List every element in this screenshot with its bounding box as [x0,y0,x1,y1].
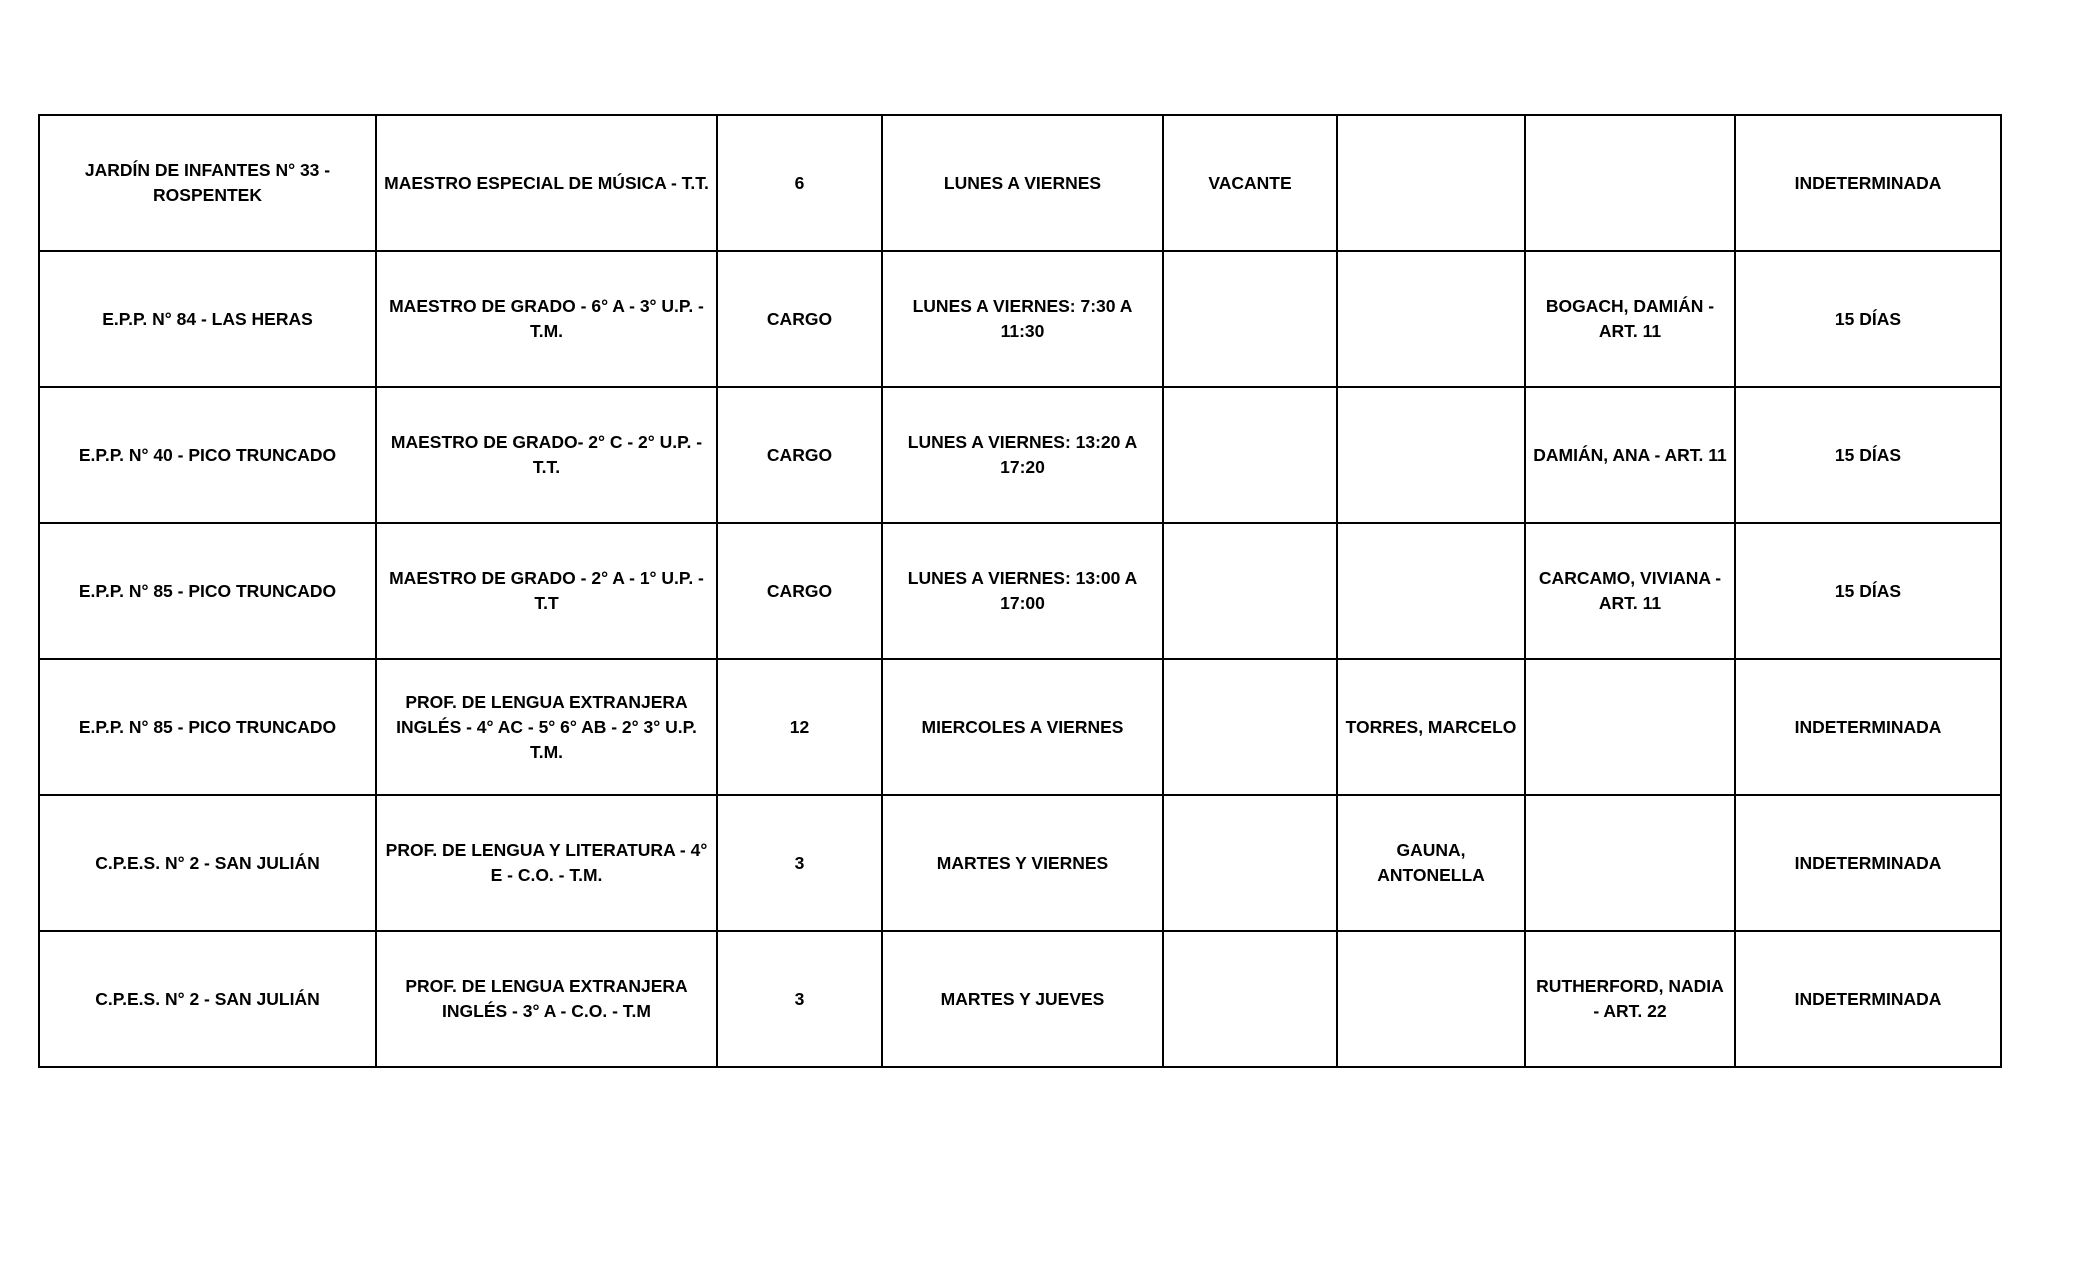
cell-duration: INDETERMINADA [1735,795,2001,931]
cell-school: E.P.P. N° 40 - PICO TRUNCADO [39,387,376,523]
cell-holder [1337,387,1525,523]
cell-hours: CARGO [717,387,882,523]
table-row [39,251,2001,387]
cell-position: MAESTRO DE GRADO - 6° A - 3° U.P. - T.M. [376,251,717,387]
table-row [39,387,2001,523]
cell-hours: 6 [717,115,882,251]
table-row [39,523,2001,659]
positions-table [38,114,2002,1068]
cell-duration: 15 DÍAS [1735,523,2001,659]
cell-status [1163,931,1337,1067]
cell-school: JARDÍN DE INFANTES N° 33 - ROSPENTEK [39,115,376,251]
table-row [39,931,2001,1067]
cell-schedule: MIERCOLES A VIERNES [882,659,1163,795]
cell-duration: INDETERMINADA [1735,931,2001,1067]
cell-school: C.P.E.S. N° 2 - SAN JULIÁN [39,795,376,931]
cell-schedule: LUNES A VIERNES [882,115,1163,251]
table-row [39,659,2001,795]
cell-schedule: LUNES A VIERNES: 7:30 A 11:30 [882,251,1163,387]
cell-holder: GAUNA, ANTONELLA [1337,795,1525,931]
cell-position: PROF. DE LENGUA EXTRANJERA INGLÉS - 4° AC - 5° 6° AB - 2° 3° U.P. T.M. [376,659,717,795]
cell-schedule: MARTES Y VIERNES [882,795,1163,931]
cell-holder: TORRES, MARCELO [1337,659,1525,795]
cell-school: C.P.E.S. N° 2 - SAN JULIÁN [39,931,376,1067]
cell-hours: CARGO [717,251,882,387]
cell-holder [1337,523,1525,659]
cell-duration: INDETERMINADA [1735,115,2001,251]
cell-hours: CARGO [717,523,882,659]
cell-position: PROF. DE LENGUA Y LITERATURA - 4° E - C.O. - T.M. [376,795,717,931]
cell-position: MAESTRO DE GRADO - 2° A - 1° U.P. - T.T [376,523,717,659]
cell-status [1163,795,1337,931]
cell-hours: 12 [717,659,882,795]
cell-school: E.P.P. N° 84 - LAS HERAS [39,251,376,387]
table-row [39,115,2001,251]
cell-position: MAESTRO DE GRADO- 2° C - 2° U.P. - T.T. [376,387,717,523]
cell-position: PROF. DE LENGUA EXTRANJERA INGLÉS - 3° A - C.O. - T.M [376,931,717,1067]
cell-hours: 3 [717,795,882,931]
cell-school: E.P.P. N° 85 - PICO TRUNCADO [39,659,376,795]
cell-holder [1337,115,1525,251]
cell-replaces: BOGACH, DAMIÁN - ART. 11 [1525,251,1735,387]
cell-duration: INDETERMINADA [1735,659,2001,795]
cell-duration: 15 DÍAS [1735,251,2001,387]
cell-school: E.P.P. N° 85 - PICO TRUNCADO [39,523,376,659]
cell-schedule: MARTES Y JUEVES [882,931,1163,1067]
table-row [39,795,2001,931]
cell-duration: 15 DÍAS [1735,387,2001,523]
cell-status [1163,251,1337,387]
cell-holder [1337,931,1525,1067]
cell-replaces: DAMIÁN, ANA - ART. 11 [1525,387,1735,523]
table-body [39,115,2001,1067]
cell-schedule: LUNES A VIERNES: 13:20 A 17:20 [882,387,1163,523]
cell-replaces [1525,795,1735,931]
cell-replaces [1525,115,1735,251]
cell-replaces [1525,659,1735,795]
cell-schedule: LUNES A VIERNES: 13:00 A 17:00 [882,523,1163,659]
cell-replaces: RUTHERFORD, NADIA - ART. 22 [1525,931,1735,1067]
cell-status [1163,659,1337,795]
cell-hours: 3 [717,931,882,1067]
cell-status: VACANTE [1163,115,1337,251]
cell-status [1163,387,1337,523]
cell-holder [1337,251,1525,387]
cell-replaces: CARCAMO, VIVIANA - ART. 11 [1525,523,1735,659]
cell-position: MAESTRO ESPECIAL DE MÚSICA - T.T. [376,115,717,251]
cell-status [1163,523,1337,659]
